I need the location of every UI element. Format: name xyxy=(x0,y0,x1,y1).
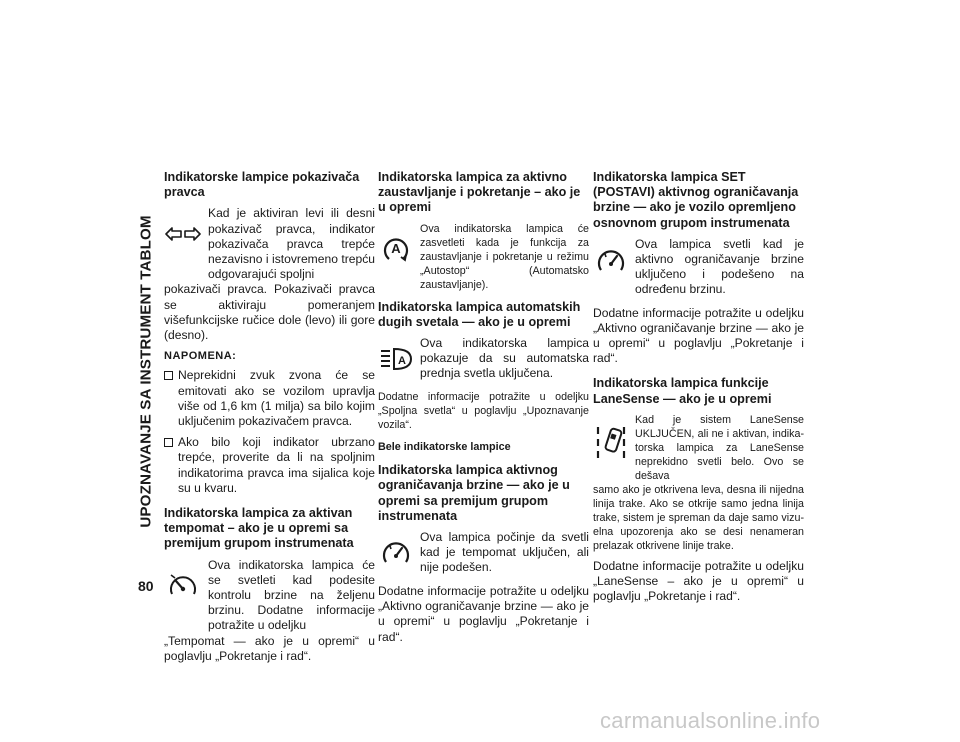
cruise-control-block xyxy=(164,558,375,634)
bullet-box-icon xyxy=(164,438,173,447)
auto-high-beam-icon xyxy=(378,336,414,382)
speed-limiter-icon xyxy=(378,530,414,576)
speed-limiter-text: Ova lampica počinje da svetli kad je tempomat uključen, ali nije podešen. xyxy=(420,530,589,575)
chapter-side-title xyxy=(136,172,156,570)
section-heading-cruise-control: Indikatorska lampica za aktivan tempomat – ako je u opremi sa premijum grupom instrumenata xyxy=(164,506,354,551)
speed-limiter-set-more: Dodatne informacije potražite u odeljku „Aktivno ograničavanje brzine — ako je u opremi“ u poglavlju „Pokretanje i rad“. xyxy=(593,305,804,366)
page-number: 80 xyxy=(138,578,154,594)
turn-signal-text: Kad je aktiviran levi ili desni pokazivač pravca, indikator pokazivača pravca trepće nezavisno i istovremeno trepću odgovarajući spoljni xyxy=(208,206,375,282)
column-3 xyxy=(593,170,804,610)
note-bullet-text: Neprekidni zvuk zvona će se emitovati ako se vozilom upravlja više od 1,6 km (1 milja) sa bilo kojim uključenim pokazivačem pravca. xyxy=(178,368,375,429)
section-heading-turn-signals: Indikatorske lampice pokazivača pravca xyxy=(164,170,360,200)
lanesense-block xyxy=(593,413,804,483)
cruise-control-text: Ova indikatorska lampica će se svetleti kad podesite kontrolu brzine na željenu brzinu. Dodatne informacije potražite u odeljku xyxy=(208,557,375,633)
stop-start-block xyxy=(378,222,589,292)
svg-text:A: A xyxy=(398,355,406,368)
note-bullet xyxy=(164,435,375,496)
note-bullet-text: Ako bilo koji indikator ubrzano trepće, proverite da li na spoljnim indikatorima pravca ima sijalica koje su u kvaru. xyxy=(178,435,375,495)
speed-limiter-set-icon xyxy=(593,237,629,285)
watermark: carmanualsonline.info xyxy=(600,708,821,733)
lanesense-text-continued: samo ako je otkrivena leva, desna ili nijedna linija trake. Ako se otkrije samo jedna linija trake, sistem je spreman da daje samo vizuelna upozorenja ako se desi nenameran prelazak otkrivene linije trake. xyxy=(593,483,804,552)
turn-signal-block xyxy=(164,206,375,282)
chapter-title-text: UPOZNAVANJE SA INSTRUMENT TABLOM xyxy=(137,214,155,528)
section-heading-auto-high-beam: Indikatorska lampica automatskih dugih svetala — ako je u opremi xyxy=(378,299,581,329)
auto-high-beam-more: Dodatne informacije potražite u odeljku „Spoljna svetla“ u poglavlju „Upoznavanje vozila“. xyxy=(378,391,589,432)
column-1 xyxy=(164,170,375,670)
section-heading-stop-start: Indikatorska lampica za aktivno zaustavljanje i pokretanje – ako je u opremi xyxy=(378,170,581,215)
note-bullet xyxy=(164,368,375,429)
speed-limiter-set-text: Ova lampica svetli kad je aktivno ograničavanje brzine uključeno i podešeno na određenu brzinu. xyxy=(635,236,804,297)
auto-high-beam-text: Ova indikatorska lampica pokazuje da su automatska prednja svetla uključena. xyxy=(420,336,589,381)
note-label: NAPOMENA: xyxy=(164,350,237,363)
stop-start-text: Ova indikatorska lampica će zasvetleti kada je funkcija za zaustavljanje i pokretanje u režimu „Autostop“ (Automatsko zaustavljanje). xyxy=(420,222,589,291)
section-heading-lanesense: Indikatorska lampica funkcije LaneSense — ako je u opremi xyxy=(593,376,772,406)
section-heading-speed-limiter-set: Indikatorska lampica SET (POSTAVI) aktivnog ograničavanja brzine — ako je vozilo opremljeno osnovnom grupom instrumenata xyxy=(593,170,799,230)
lanesense-text: Kad je sistem LaneSense UKLJUČEN, ali ne i aktivan, indikatorska lampica za LaneSense neprekidno svetli belo. Ovo se dešava xyxy=(635,413,804,482)
lanesense-more: Dodatne informacije potražite u odeljku „LaneSense – ako je u opremi“ u poglavlju „Pokretanje i rad“. xyxy=(593,558,804,604)
speed-limiter-block xyxy=(378,530,589,576)
turn-signal-arrows-icon xyxy=(164,206,202,262)
lanesense-icon xyxy=(593,413,629,473)
white-lamps-subheading: Bele indikatorske lampice xyxy=(378,441,511,454)
speedometer-icon xyxy=(164,558,202,614)
speed-limiter-more: Dodatne informacije potražite u odeljku „Aktivno ograničavanje brzine — ako je u opremi“ u poglavlju „Pokretanje i rad“. xyxy=(378,584,589,644)
auto-stop-icon xyxy=(378,222,414,274)
section-heading-speed-limiter: Indikatorska lampica aktivnog ograničavanja brzine — ako je u opremi sa premijum grupom instrumenata xyxy=(378,463,570,523)
turn-signal-text-continued: pokazivači pravca. Pokazivači pravca se aktiviraju pomeranjem višefunkcijske ručice dole (levo) ili gore (desno). xyxy=(164,282,375,343)
column-2 xyxy=(378,170,589,651)
auto-high-beam-block xyxy=(378,336,589,382)
speed-limiter-set-block xyxy=(593,237,804,298)
svg-text:A: A xyxy=(391,240,401,256)
cruise-control-text-continued: „Tempomat — ako je u opremi“ u poglavlju „Pokretanje i rad“. xyxy=(164,633,375,663)
bullet-box-icon xyxy=(164,371,173,380)
